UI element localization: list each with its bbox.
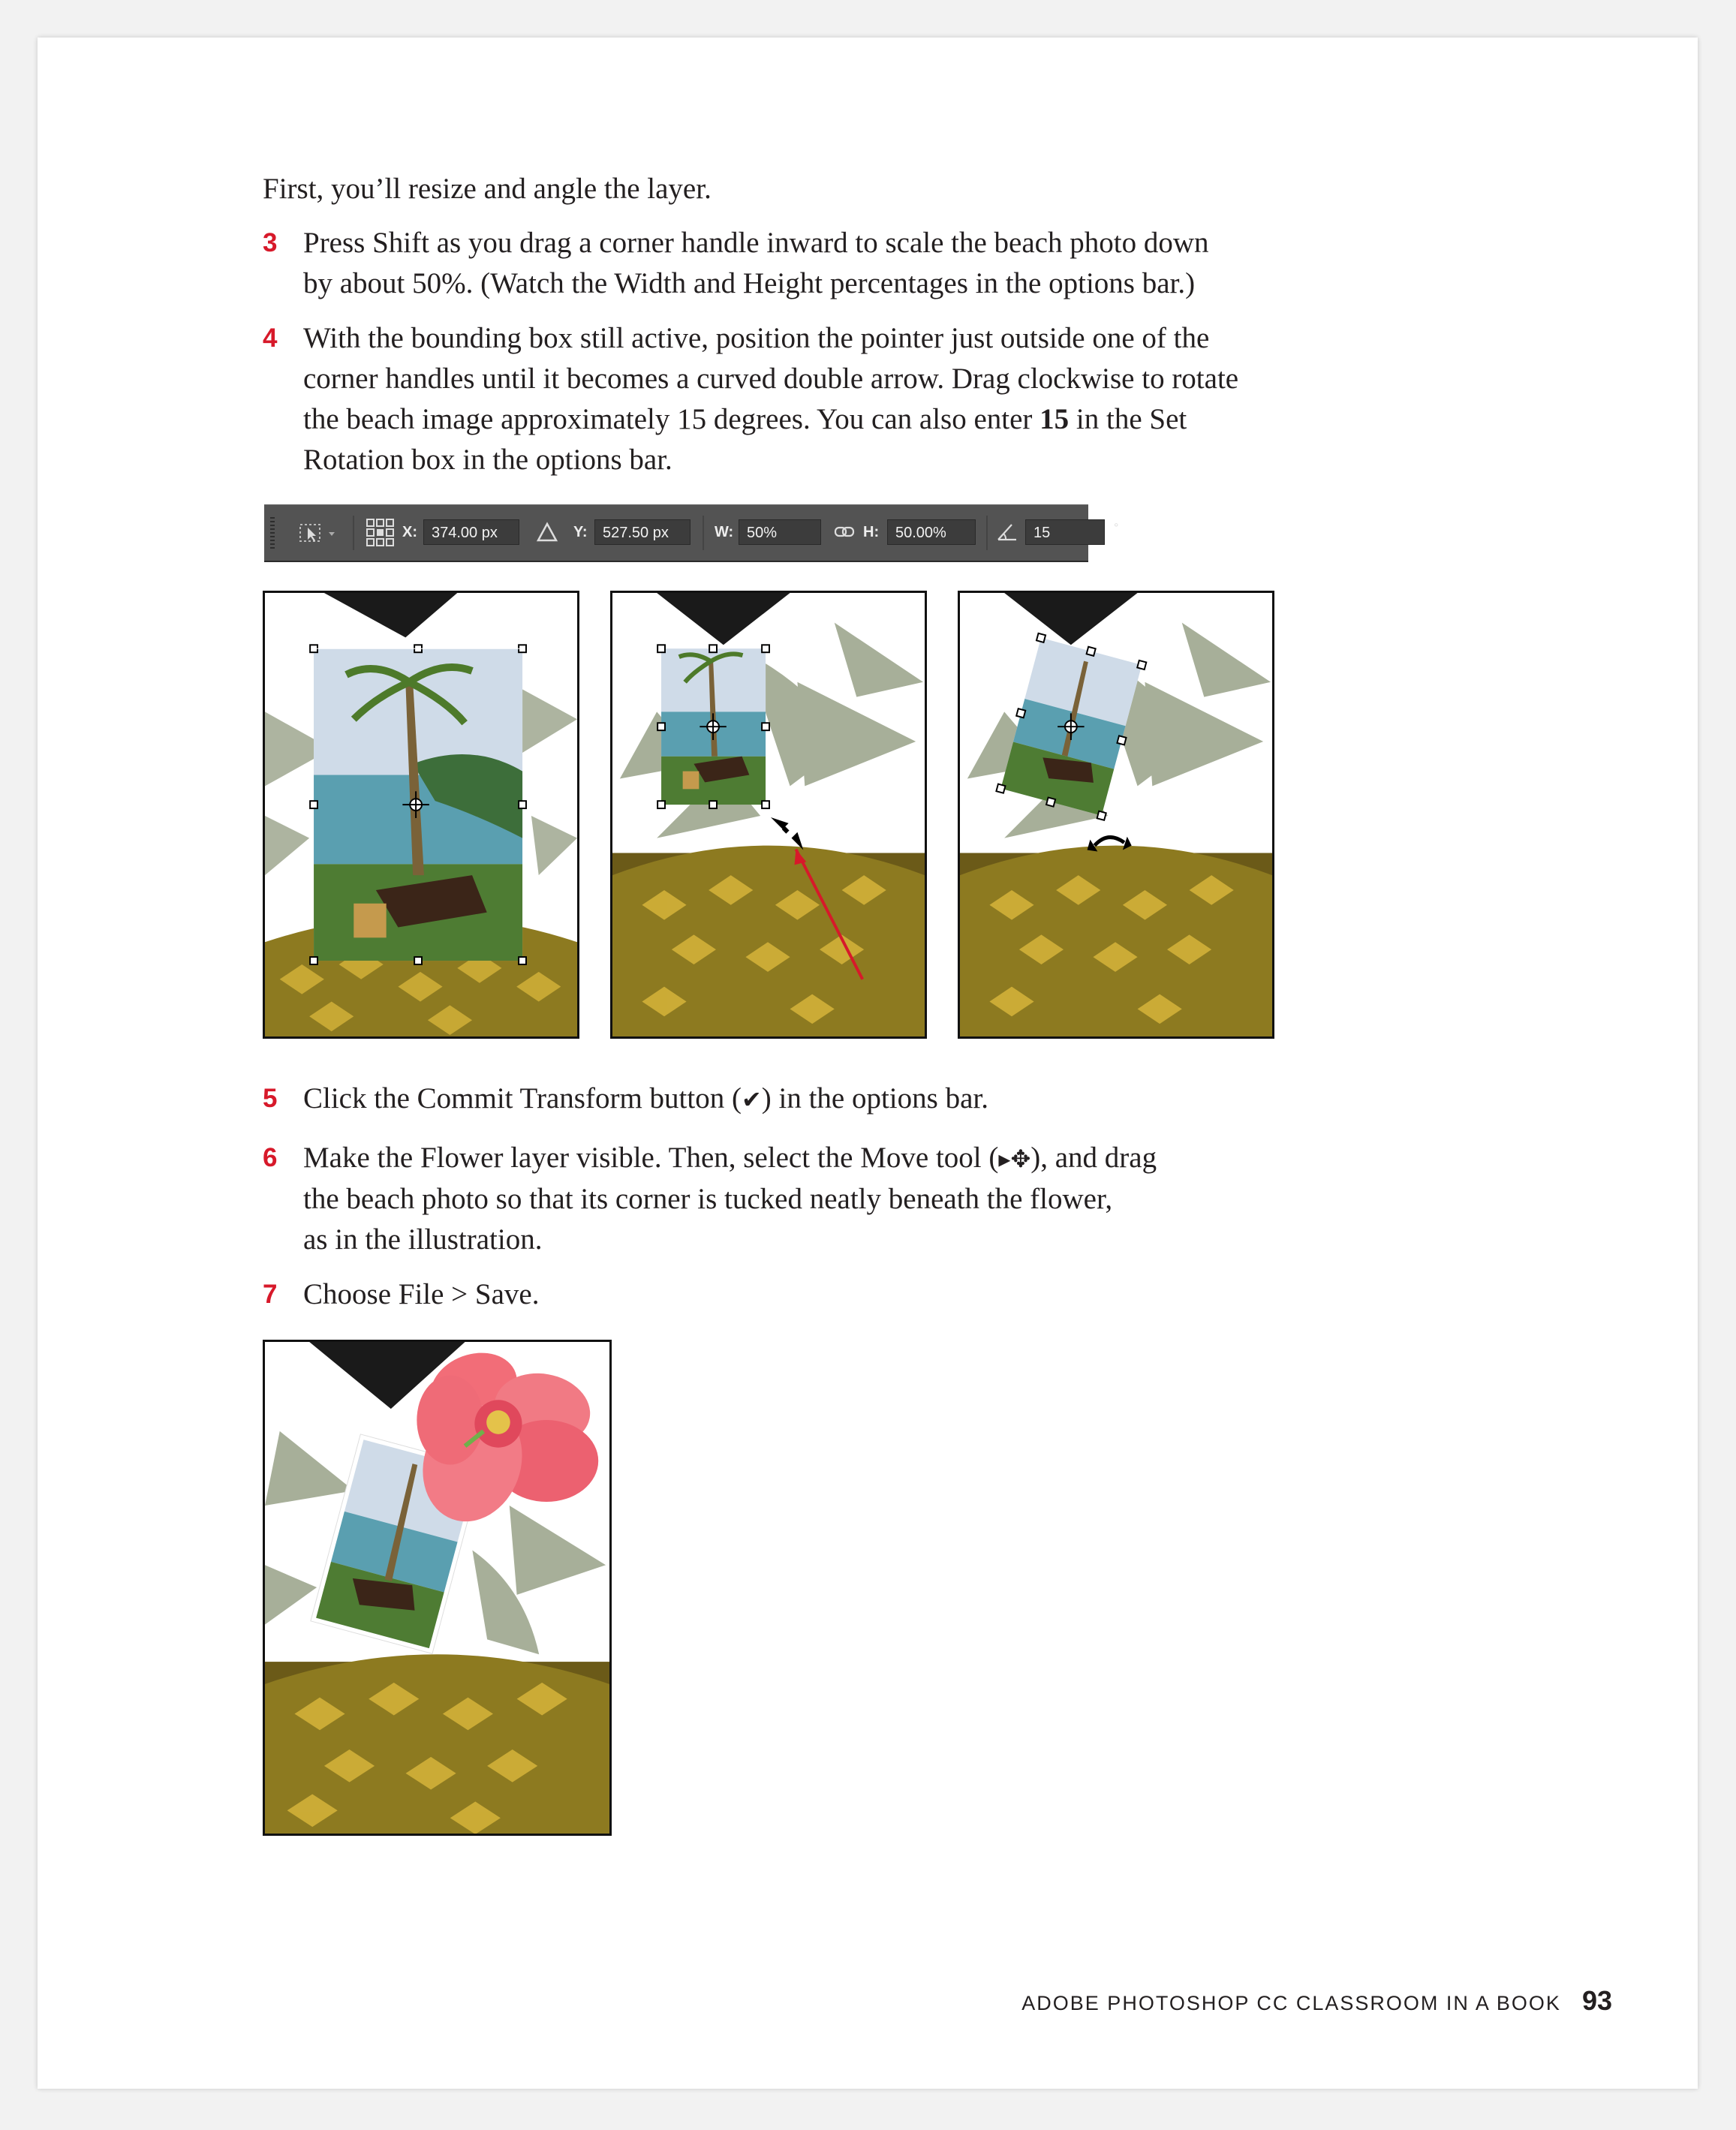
move-tool-icon: ▸✥ (998, 1145, 1031, 1173)
x-label: X: (402, 524, 417, 540)
step-number: 6 (263, 1143, 278, 1172)
step-7: 7 Choose File > Save. (263, 1274, 1313, 1315)
step-number: 4 (263, 323, 278, 353)
step-4-line-1: With the bounding box still active, position the pointer just outside one of the (303, 322, 1210, 354)
step-3-line-2: by about 50%. (Watch the Width and Height percentages in the options bar.) (303, 267, 1196, 299)
rotation-field[interactable]: 15 (1025, 519, 1105, 545)
step-4-line-2: corner handles until it becomes a curved double arrow. Drag clockwise to rotate (303, 363, 1239, 395)
step-3-line-1: Press Shift as you drag a corner handle inward to scale the beach photo down (303, 227, 1209, 259)
intro-paragraph: First, you’ll resize and angle the layer. (263, 173, 712, 205)
height-field[interactable]: 50.00% (887, 519, 976, 545)
angle-icon[interactable] (995, 522, 1019, 543)
rotation-value-emphasis: 15 (1039, 403, 1070, 435)
width-label: W: (715, 524, 734, 540)
transform-mode-icon[interactable] (296, 519, 341, 549)
page-number: 93 (1581, 1985, 1612, 2016)
step-6: 6 Make the Flower layer visible. Then, select the Move tool (▸✥), and drag the beach photo so that its corner is tucked neatly beneath the flower, as in the illustration. (263, 1138, 1313, 1260)
divider (703, 516, 704, 550)
divider (986, 516, 988, 550)
options-bar-grip[interactable] (270, 517, 275, 549)
step-number: 3 (263, 228, 278, 257)
width-field[interactable]: 50% (739, 519, 821, 545)
step-4-line-3: the beach image approximately 15 degrees. You can also enter 15 in the Set (303, 403, 1187, 435)
y-position-field[interactable]: 527.50 px (594, 519, 690, 545)
commit-checkmark-icon: ✔ (741, 1085, 762, 1114)
reference-point-grid-icon[interactable] (365, 517, 396, 549)
step-3 (263, 223, 1313, 304)
step-4 (263, 318, 1313, 480)
delta-icon[interactable] (536, 522, 558, 543)
step-5: 5 Click the Commit Transform button (✔) in the options bar. (263, 1079, 1313, 1120)
y-label: Y: (573, 524, 588, 540)
link-icon[interactable] (833, 523, 856, 541)
step-number: 5 (263, 1084, 278, 1113)
photoshop-options-bar (264, 504, 1119, 562)
final-composition-photo (263, 1340, 612, 1836)
height-label: H: (863, 524, 880, 540)
step-number: 7 (263, 1280, 278, 1309)
book-title: ADOBE PHOTOSHOP CC CLASSROOM IN A BOOK (1021, 1992, 1561, 2014)
x-position-field[interactable]: 374.00 px (423, 519, 519, 545)
transform-step-photo-3 (958, 591, 1274, 1039)
divider (353, 516, 354, 550)
transform-step-photo-2 (610, 591, 927, 1039)
step-4-line-4: Rotation box in the options bar. (303, 444, 672, 476)
degree-mark: ° (1114, 522, 1119, 534)
transform-step-photo-1 (263, 591, 579, 1039)
page-footer (1021, 1985, 1612, 2017)
